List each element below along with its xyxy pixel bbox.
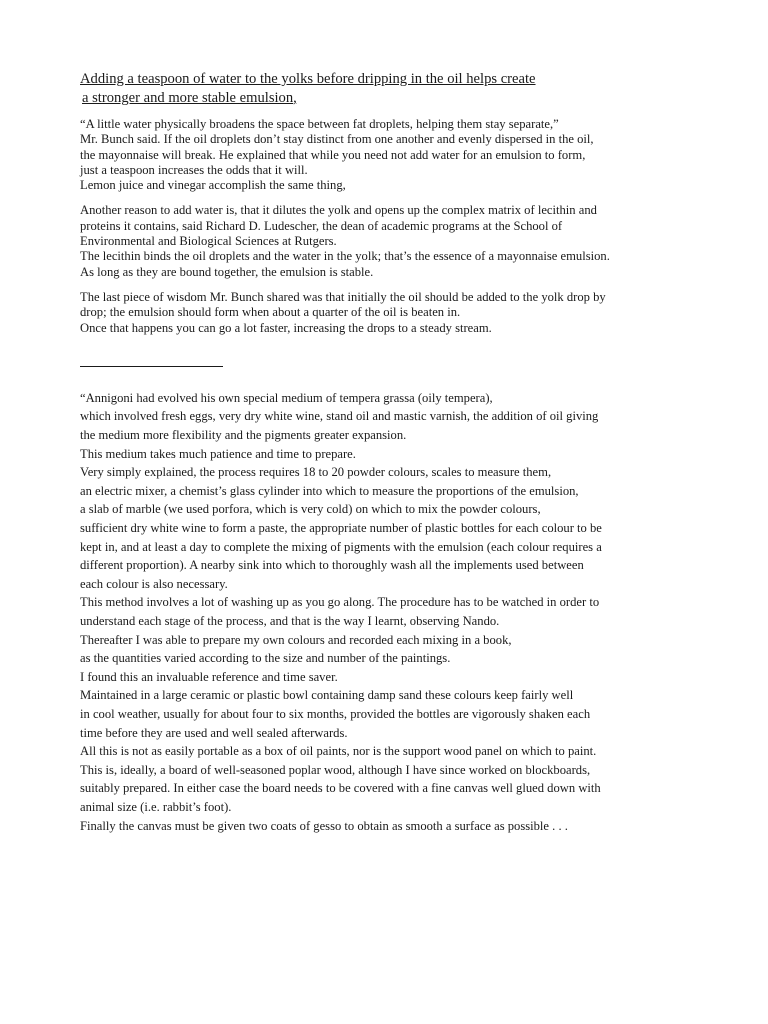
paragraph: [80, 117, 680, 193]
text-line: in cool weather, usually for about four to six months, provided the bottles are vigorously shaken each: [80, 706, 591, 721]
text-line: Finally the canvas must be given two coats of gesso to obtain as smooth a surface as possible . . .: [80, 818, 568, 833]
document-page: [80, 70, 680, 835]
text-line: as the quantities varied according to the size and number of the paintings.: [80, 651, 451, 666]
text-line: Another reason to add water is, that it dilutes the yolk and opens up the complex matrix of lecithin and: [80, 203, 597, 218]
text-line: Very simply explained, the process requires 18 to 20 powder colours, scales to measure them,: [80, 465, 552, 480]
text-line: Mr. Bunch said. If the oil droplets don’t stay distinct from one another and evenly dispersed in the oil,: [80, 132, 594, 147]
text-line: different proportion). A nearby sink into which to thoroughly wash all the implements used between: [80, 558, 584, 573]
text-line: The lecithin binds the oil droplets and the water in the yolk; that’s the essence of a mayonnaise emulsion.: [80, 249, 610, 264]
text-line: This is, ideally, a board of well-seasoned poplar wood, although I have since worked on blockboards,: [80, 762, 591, 777]
document-heading: [80, 70, 680, 108]
text-line: kept in, and at least a day to complete the mixing of pigments with the emulsion (each colour requires a: [80, 539, 602, 554]
text-line: Thereafter I was able to prepare my own colours and recorded each mixing in a book,: [80, 632, 512, 647]
text-line: Lemon juice and vinegar accomplish the same thing,: [80, 178, 346, 193]
text-line: Environmental and Biological Sciences at Rutgers.: [80, 234, 337, 249]
text-line: animal size (i.e. rabbit’s foot).: [80, 799, 232, 814]
text-line: understand each stage of the process, and that is the way I learnt, observing Nando.: [80, 613, 500, 628]
heading-line: Adding a teaspoon of water to the yolks before dripping in the oil helps create: [80, 71, 536, 87]
text-line: which involved fresh eggs, very dry white wine, stand oil and mastic varnish, the addition of oil giving: [80, 409, 599, 424]
text-line: The last piece of wisdom Mr. Bunch shared was that initially the oil should be added to the yolk drop by: [80, 289, 606, 304]
text-line: time before they are used and well sealed afterwards.: [80, 725, 348, 740]
text-line: proteins it contains, said Richard D. Ludescher, the dean of academic programs at the School of: [80, 218, 563, 233]
text-line: each colour is also necessary.: [80, 576, 228, 591]
text-line: “Annigoni had evolved his own special medium of tempera grassa (oily tempera),: [80, 390, 493, 405]
text-line: a slab of marble (we used porfora, which is very cold) on which to mix the powder colours,: [80, 502, 541, 517]
text-line: the mayonnaise will break. He explained that while you need not add water for an emulsion to form,: [80, 147, 586, 162]
section-divider: [80, 366, 223, 367]
text-line: sufficient dry white wine to form a paste, the appropriate number of plastic bottles for each colour to be: [80, 521, 602, 536]
section-emulsion: [80, 117, 680, 336]
text-line: This medium takes much patience and time to prepare.: [80, 446, 356, 461]
heading-line-text: a stronger and more stable emulsion: [82, 90, 294, 106]
text-line: the medium more flexibility and the pigments greater expansion.: [80, 428, 407, 443]
paragraph: [80, 203, 680, 279]
paragraph: [80, 290, 680, 336]
text-line: This method involves a lot of washing up as you go along. The procedure has to be watched in order to: [80, 595, 600, 610]
text-line: an electric mixer, a chemist’s glass cylinder into which to measure the proportions of the emulsion,: [80, 483, 579, 498]
text-line: suitably prepared. In either case the board needs to be covered with a fine canvas well glued down with: [80, 781, 601, 796]
text-line: All this is not as easily portable as a box of oil paints, nor is the support wood panel on which to paint.: [80, 744, 597, 759]
text-line: I found this an invaluable reference and time saver.: [80, 669, 338, 684]
text-line: Maintained in a large ceramic or plastic bowl containing damp sand these colours keep fairly well: [80, 688, 574, 703]
text-line: Once that happens you can go a lot faster, increasing the drops to a steady stream.: [80, 320, 492, 335]
section-tempera: [80, 389, 680, 835]
text-line: drop; the emulsion should form when about a quarter of the oil is beaten in.: [80, 305, 461, 320]
text-line: just a teaspoon increases the odds that it will.: [80, 162, 308, 177]
heading-line: [80, 89, 680, 108]
text-line: “A little water physically broadens the space between fat droplets, helping them stay separate,”: [80, 117, 559, 131]
heading-line-tail: ,: [293, 90, 297, 106]
text-line: As long as they are bound together, the emulsion is stable.: [80, 264, 374, 279]
